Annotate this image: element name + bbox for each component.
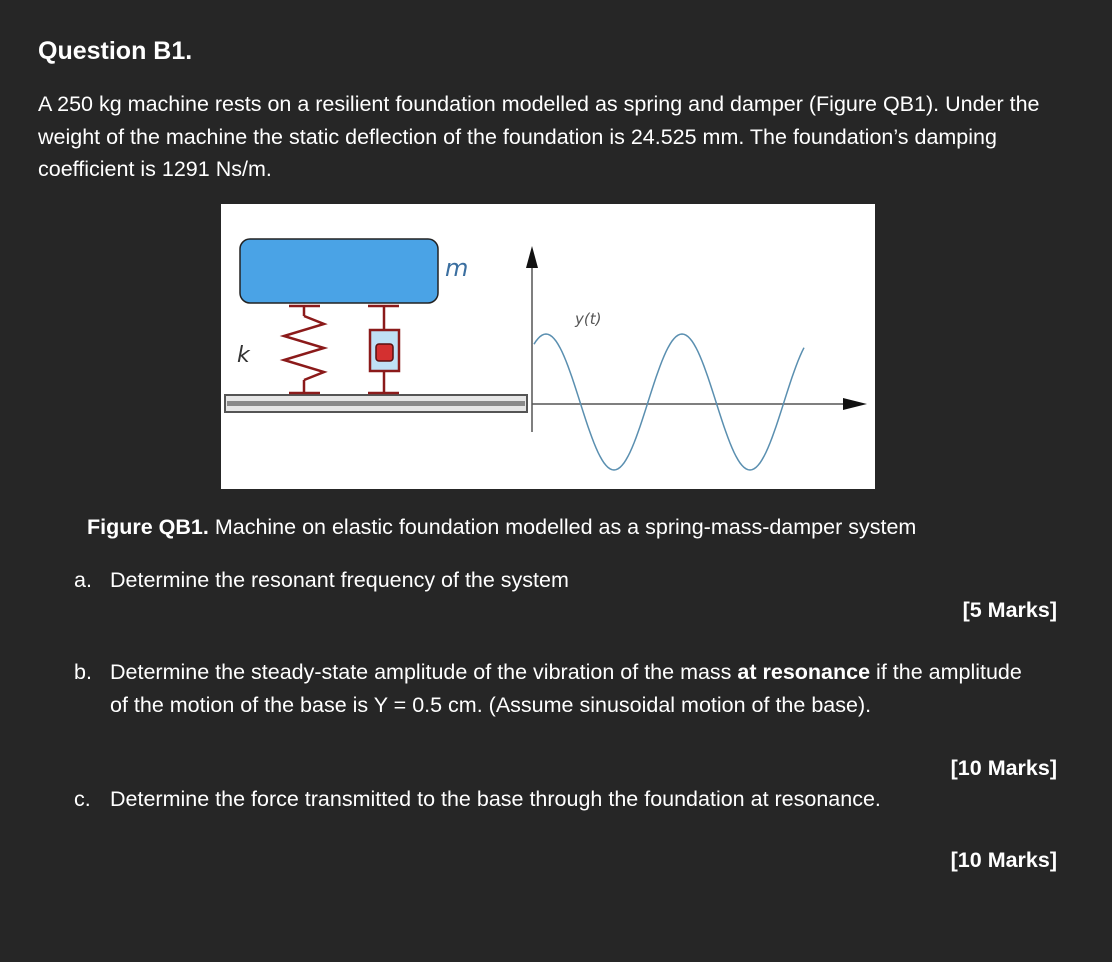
part-text [110,783,1034,816]
damper [368,306,399,393]
part-text [110,656,1034,721]
part-b [74,656,1034,721]
part-letter: c. [74,787,91,811]
caption-ref: Figure QB1. [87,515,209,539]
part-letter: b. [74,660,92,684]
part-a-marks: [5 Marks] [962,598,1057,622]
spring [284,306,324,393]
signal-axes [526,246,867,432]
caption-text: Machine on elastic foundation modelled as a spring-mass-damper system [208,515,917,539]
part-text [110,564,1034,597]
signal-label: y(t) [575,310,602,328]
part-text-before: Determine the resonant frequency of the system [110,568,569,592]
part-a [74,564,1034,597]
figure-qb1 [221,204,875,489]
part-text-before: Determine the force transmitted to the base through the foundation at resonance. [110,787,881,811]
damper-piston [376,344,393,361]
part-letter: a. [74,568,92,592]
spring-mass-damper-diagram [221,204,875,489]
spring-label: k [237,343,250,368]
question-title: Question B1. [38,37,193,65]
part-text-bold: at resonance [737,660,871,684]
part-c-marks: [10 Marks] [950,848,1057,872]
part-text-before: Determine the steady-state amplitude of the vibration of the mass [110,660,738,684]
part-c [74,783,1034,816]
part-b-marks: [10 Marks] [950,756,1057,780]
question-intro: A 250 kg machine rests on a resilient foundation modelled as spring and damper (Figure QB1). Under the weight of the machine the static deflection of the foundation is 24.525 mm. The foundation’s damping coefficient is 1291 Ns/m. [38,92,1040,181]
figure-caption [87,512,916,542]
mass-label: m [445,254,469,282]
base-stripe [227,401,525,406]
mass-block [240,239,438,303]
part-text-after: if the amplitude of the motion of the base is Y = 0.5 cm. (Assume sinusoidal motion of the base). [110,660,1022,717]
base-motion-wave [534,334,804,470]
